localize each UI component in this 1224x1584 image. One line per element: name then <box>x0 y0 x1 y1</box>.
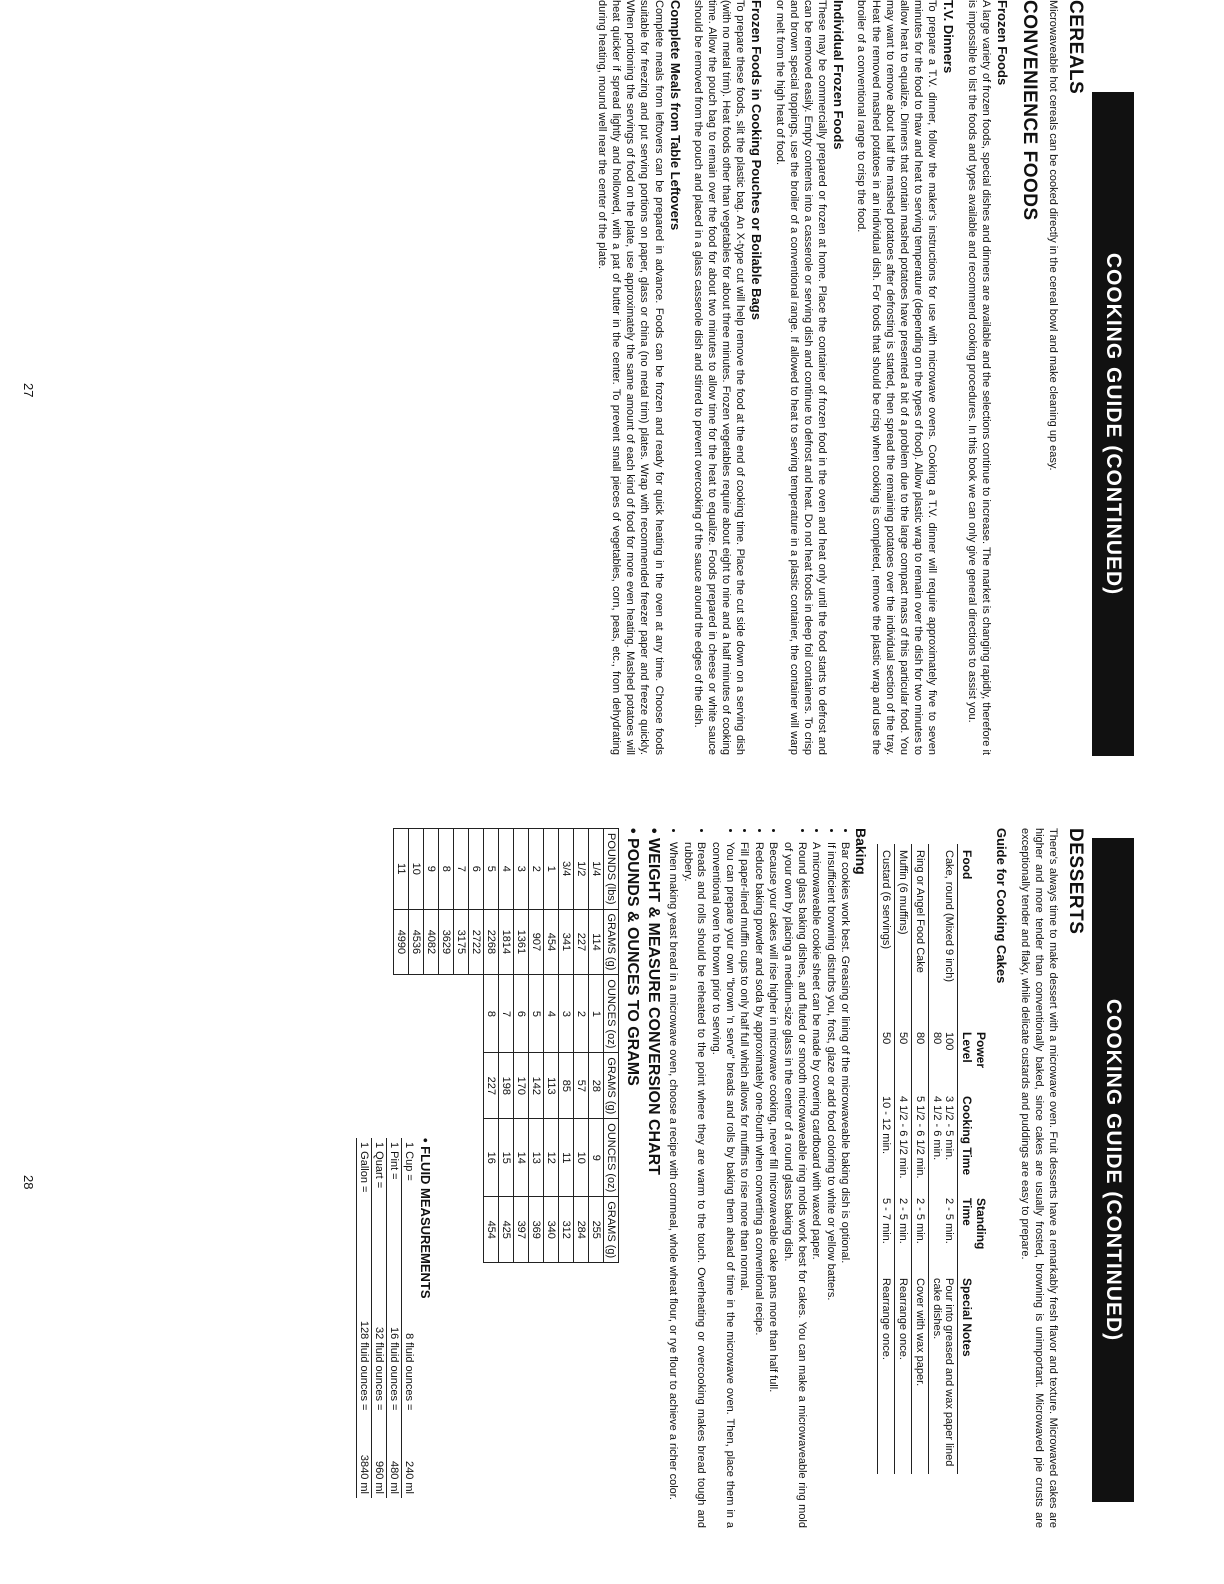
cake-cell-notes: Rearrange once. <box>895 1272 912 1474</box>
weight-chart-subtitle: • POUNDS & OUNCES TO GRAMS <box>623 828 641 1086</box>
fluid-title-text: FLUID MEASUREMENTS <box>417 1146 433 1299</box>
fluid-cell: 3840 ml <box>356 1414 371 1498</box>
weight-col-header: GRAMS (g) <box>603 1053 618 1119</box>
fluid-title: • FLUID MEASUREMENTS <box>417 1138 433 1299</box>
weight-cell <box>468 1119 483 1197</box>
weight-cell: 28 <box>588 1053 603 1119</box>
baking-tip: • Bar cookies work best. Greasing or lining of the microwaveable baking dish is optional. <box>838 842 852 1528</box>
cake-cell-power: 50 <box>878 1026 895 1090</box>
weight-cell: 5 <box>483 829 498 910</box>
weight-cell: 15 <box>498 1119 513 1197</box>
fluid-cell: 8 fluid ounces = <box>401 1242 416 1415</box>
cake-cell-food: Muffin (6 muffins) <box>895 844 912 1026</box>
cake-cell-power: 100 80 <box>929 1026 958 1090</box>
weight-cell: 6 <box>468 829 483 910</box>
baking-tip: • A microwaveable cookie sheet can be made by covering cardboard with waxed paper. <box>809 842 823 1528</box>
cakes-table-header <box>958 844 991 1474</box>
weight-cell <box>438 975 453 1053</box>
col-power: Power Level <box>960 1032 989 1069</box>
tv-dinners-heading: T.V. Dinners <box>941 0 957 74</box>
tv-dinners-text: To prepare a T.V. dinner, follow the maker's instructions for use with microwave ovens. Cooking a T.V. dinner will require approximately five to seven minutes for the food to thaw and heat to serving temperature (depending on the types of food). Allow plastic wrap to remain over the dish for two minutes to allow heat to equalize. Dinners that contain mashed potatoes have presented a bit of a problem due to the large compact mass of this particular food. You may want to remove about half the mashed potatoes after defrosting is started, then spread the remaining potatoes over the individual section of the tray. Heat the removed mashed potatoes in an individual dish. For foods that should be crisp when cooking is completed, remove the plastic wrap and use the broiler of a conventional range to crisp the food. <box>855 0 939 755</box>
cake-cell-cook: 3 1/2 - 5 min. 4 1/2 - 6 min. <box>929 1090 958 1192</box>
weight-row <box>513 829 528 1263</box>
cake-cell-stand: 5 - 7 min. <box>878 1192 895 1272</box>
fluid-cell: 960 ml <box>371 1414 386 1498</box>
weight-cell: 1 <box>543 829 558 910</box>
weight-cell: 10 <box>573 1119 588 1197</box>
cake-cell-stand: 2 - 5 min. <box>929 1192 958 1272</box>
col-food: Food <box>960 850 975 880</box>
fluid-cell: 1 Cup = <box>401 1138 416 1242</box>
weight-cell: 4536 <box>408 909 423 975</box>
cake-cell-notes: Cover with wax paper. <box>912 1272 929 1474</box>
page-27-content <box>591 0 1086 755</box>
weight-cell: 1814 <box>498 909 513 975</box>
weight-cell: 16 <box>483 1119 498 1197</box>
table-leftovers-text: Complete meals from leftovers can be prepared in advance. Foods can be frozen and ready for quick heating in the oven at any time. Choose foods suitable for freezing and put serving portions on paper, glass or china (no metal trim) plates. Wrap with recommended freezer paper and freeze quickly. When portioning the servings of food on the plate, use approximately the same amount of each kind of food for more even heating. Mashed potatoes will heat quicker if spread lightly and hollowed, with a pat of butter in the center. To prevent small pieces of vegetables, corn, peas, etc., from dehydrating during heating, mound well near the center of the plate. <box>595 0 665 755</box>
baking-tips-list <box>666 828 852 1528</box>
fluid-row <box>401 1138 416 1498</box>
cake-cell-power: 80 <box>912 1026 929 1090</box>
cake-row <box>912 844 929 1474</box>
weight-cell: 2722 <box>468 909 483 975</box>
weight-cell <box>468 1197 483 1263</box>
weight-row <box>573 829 588 1263</box>
weight-cell: 454 <box>483 1197 498 1263</box>
weight-cell <box>438 1119 453 1197</box>
fluid-cell: 480 ml <box>386 1414 401 1498</box>
weight-cell <box>408 1053 423 1119</box>
frozen-foods-text: A large variety of frozen foods, special dishes and dinners are available and the selections continue to increase. The market is changing rapidly, therefore it is impossible to list the foods and types available and recommend cooking procedures. In this book we can only give general directions to assist you. <box>965 0 992 755</box>
weight-col-header: GRAMS (g) <box>603 909 618 975</box>
weight-cell: 12 <box>543 1119 558 1197</box>
weight-cell: 4 <box>498 829 513 910</box>
cake-cell-food: Cake, round (Mixed 9 inch) <box>929 844 958 1026</box>
fluid-measurements <box>356 1138 433 1498</box>
weight-cell: 9 <box>423 829 438 910</box>
weight-row <box>588 829 603 1263</box>
page-28-banner: COOKING GUIDE (CONTINUED) <box>1092 838 1134 1502</box>
weight-cell: 1361 <box>513 909 528 975</box>
col-cooking-time: Cooking Time <box>960 1096 975 1176</box>
conversion-area <box>359 828 619 1528</box>
fluid-cell: 128 fluid ounces = <box>356 1242 371 1415</box>
weight-cell: 340 <box>543 1197 558 1263</box>
weight-cell: 14 <box>513 1119 528 1197</box>
weight-cell: 255 <box>588 1197 603 1263</box>
fluid-cell: 16 fluid ounces = <box>386 1242 401 1415</box>
weight-cell: 2 <box>528 829 543 910</box>
cakes-guide-title: Guide for Cooking Cakes <box>994 828 1010 984</box>
weight-cell: 227 <box>573 909 588 975</box>
weight-row <box>468 829 483 1263</box>
weight-cell: 7 <box>453 829 468 910</box>
cake-cell-stand: 2 - 5 min. <box>912 1192 929 1272</box>
weight-cell: 170 <box>513 1053 528 1119</box>
weight-cell: 13 <box>528 1119 543 1197</box>
weight-row <box>528 829 543 1263</box>
weight-table-header <box>603 829 618 1263</box>
fluid-table <box>356 1138 416 1498</box>
frozen-foods-heading: Frozen Foods <box>994 0 1010 86</box>
weight-row <box>453 829 468 1263</box>
page-number-27: 27 <box>21 383 36 398</box>
weight-row <box>483 829 498 1263</box>
weight-cell <box>453 975 468 1053</box>
baking-tip: • If insufficient browning disturbs you, frost, glaze or add food coloring to white or yellow batters. <box>823 842 837 1528</box>
fluid-cell: 1 Gallon = <box>356 1138 371 1242</box>
col-special-notes: Special Notes <box>960 1278 975 1357</box>
weight-row <box>558 829 573 1263</box>
weight-cell: 341 <box>558 909 573 975</box>
weight-cell: 114 <box>588 909 603 975</box>
weight-cell: 4082 <box>423 909 438 975</box>
cooking-pouches-heading: Frozen Foods in Cooking Pouches or Boilable Bags <box>749 0 765 320</box>
weight-cell <box>453 1197 468 1263</box>
weight-col-header: GRAMS (g) <box>603 1197 618 1263</box>
weight-cell: 3175 <box>453 909 468 975</box>
weight-cell <box>453 1053 468 1119</box>
baking-tip: • Round glass baking dishes, and fluted or smooth microwaveable ring molds work best for cakes. You can make a microwaveable ring mold of your own by placing a medium-size glass in the center of a round glass baking dish. <box>780 842 807 1528</box>
fluid-cell: 1 Pint = <box>386 1138 401 1242</box>
weight-cell: 454 <box>543 909 558 975</box>
weight-cell: 907 <box>528 909 543 975</box>
cake-cell-notes: Pour into greased and wax paper lined cake dishes. <box>929 1272 958 1474</box>
weight-cell: 198 <box>498 1053 513 1119</box>
weight-cell: 3 <box>513 829 528 910</box>
weight-cell: 3/4 <box>558 829 573 910</box>
fluid-cell: 1 Quart = <box>371 1138 386 1242</box>
weight-col-header: OUNCES (oz) <box>603 1119 618 1197</box>
baking-tip: • Breads and rolls should be reheated to the point where they are warm to the touch. Overheating or overcooking makes bread tough and rubbery. <box>680 842 707 1528</box>
cake-cell-food: Custard (6 servings) <box>878 844 895 1026</box>
weight-col-header: OUNCES (oz) <box>603 975 618 1053</box>
cake-row <box>929 844 958 1474</box>
weight-cell: 85 <box>558 1053 573 1119</box>
weight-cell: 6 <box>513 975 528 1053</box>
weight-cell <box>453 1119 468 1197</box>
weight-cell <box>393 1053 408 1119</box>
baking-tip: • When making yeast bread in a microwave oven, choose a recipe with cornmeal, whole wheat flour, or rye flour to achieve a richer color. <box>666 842 680 1528</box>
table-leftovers-heading: Complete Meals from Table Leftovers <box>667 0 683 231</box>
cakes-table <box>877 844 990 1474</box>
weight-cell: 4 <box>543 975 558 1053</box>
desserts-title: DESSERTS <box>1065 828 1086 935</box>
weight-cell: 227 <box>483 1053 498 1119</box>
weight-cell <box>423 1053 438 1119</box>
weight-cell: 113 <box>543 1053 558 1119</box>
cakes-table-body <box>878 844 958 1474</box>
weight-cell <box>468 1053 483 1119</box>
weight-cell: 7 <box>498 975 513 1053</box>
weight-cell: 9 <box>588 1119 603 1197</box>
weight-cell: 3629 <box>438 909 453 975</box>
weight-cell <box>393 975 408 1053</box>
weight-cell: 11 <box>393 829 408 910</box>
cake-row <box>895 844 912 1474</box>
fluid-cell: 32 fluid ounces = <box>371 1242 386 1415</box>
weight-cell: 8 <box>483 975 498 1053</box>
individual-frozen-foods-heading: Individual Frozen Foods <box>831 0 847 150</box>
weight-cell <box>408 975 423 1053</box>
weight-cell: 425 <box>498 1197 513 1263</box>
cake-row <box>878 844 895 1474</box>
fluid-cell: 240 ml <box>401 1414 416 1498</box>
weight-cell: 312 <box>558 1197 573 1263</box>
page-28-content <box>359 828 1086 1528</box>
weight-cell: 1/2 <box>573 829 588 910</box>
desserts-text: There's always time to make dessert with a microwave oven. Fruit desserts have a remarkably fresh flavor and texture. Microwaved cakes are higher and more tender than conventionally baked, since cakes are usually frosted, browning is unimportant. Microwaved pie crusts are exceptionally tender and flaky, while delicate custards and puddings are easy to prepare. <box>1018 828 1059 1528</box>
cake-cell-cook: 4 1/2 - 6 1/2 min. <box>895 1090 912 1192</box>
weight-cell <box>438 1053 453 1119</box>
col-standing-time: Standing Time <box>960 1198 989 1250</box>
weight-col-header: POUNDS (lbs) <box>603 829 618 910</box>
cooking-pouches-text: To prepare these foods, slit the plastic bag. An X-type cut will help remove the food at the end of cooking time. Place the cut side down on a serving dish (with no metal trim). Heat foods other than vegetables for about three minutes. Frozen vegetables require about eight to nine and a half minutes of cooking time. Allow the pouch bag to remain over the food for about two minutes to allow time for the heat to equalize. Foods prepared in cheese or white sauce should be removed from the pouch and placed in a glass casserole dish and stirred to prevent overcooking of the sauce around the edges of the dish. <box>691 0 747 755</box>
weight-cell: 4990 <box>393 909 408 975</box>
weight-cell: 284 <box>573 1197 588 1263</box>
baking-tip: • Reduce baking powder and soda by approximately one-fourth when converting a conventional recipe. <box>751 842 765 1528</box>
weight-cell <box>438 1197 453 1263</box>
cereals-text: Microwaveable hot cereals can be cooked directly in the cereal bowl and make cleaning up easy. <box>1047 0 1059 471</box>
weight-row <box>438 829 453 1263</box>
weight-cell: 11 <box>558 1119 573 1197</box>
weight-cell: 2268 <box>483 909 498 975</box>
baking-tip: • You can prepare your own "brown 'n serve" breads and rolls by baking them ahead of time in the microwave oven. Then, place them in a conventional oven to brown prior to serving. <box>708 842 735 1528</box>
cereals-title: CEREALS <box>1065 0 1086 95</box>
cake-cell-food: Ring or Angel Food Cake <box>912 844 929 1026</box>
convenience-foods-title: CONVENIENCE FOODS <box>1018 0 1040 221</box>
page-number-28: 28 <box>21 1175 36 1190</box>
weight-cell <box>423 975 438 1053</box>
weight-cell: 1/4 <box>588 829 603 910</box>
weight-cell: 3 <box>558 975 573 1053</box>
weight-cell: 57 <box>573 1053 588 1119</box>
weight-chart-title: • WEIGHT & MEASURE CONVERSION CHART <box>644 828 662 1175</box>
baking-tip: • Fill paper-lined muffin cups to only half full which allows for muffins to rise more than normal. <box>737 842 751 1528</box>
weight-cell <box>468 975 483 1053</box>
cake-cell-stand: 2 - 5 min. <box>895 1192 912 1272</box>
weight-cell: 2 <box>573 975 588 1053</box>
weight-cell: 10 <box>408 829 423 910</box>
cake-cell-cook: 10 - 12 min. <box>878 1090 895 1192</box>
weight-row <box>498 829 513 1263</box>
cake-cell-cook: 5 1/2 - 6 1/2 min. <box>912 1090 929 1192</box>
weight-chart-subtitle-text: POUNDS & OUNCES TO GRAMS <box>623 838 641 1086</box>
fluid-row <box>386 1138 401 1498</box>
cake-cell-power: 50 <box>895 1026 912 1090</box>
fluid-row <box>356 1138 371 1498</box>
page-27-banner: COOKING GUIDE (CONTINUED) <box>1092 92 1134 756</box>
page-28 <box>0 792 1224 1584</box>
weight-cell: 397 <box>513 1197 528 1263</box>
weight-cell: 142 <box>528 1053 543 1119</box>
cake-cell-notes: Rearrange once. <box>878 1272 895 1474</box>
weight-cell: 369 <box>528 1197 543 1263</box>
fluid-row <box>371 1138 386 1498</box>
weight-row <box>543 829 558 1263</box>
weight-cell: 8 <box>438 829 453 910</box>
weight-cell: 5 <box>528 975 543 1053</box>
baking-tip: • Because your cakes will rise higher in microwave cooking, never fill microwaveable cake pans more than half full. <box>766 842 780 1528</box>
weight-cell: 1 <box>588 975 603 1053</box>
baking-title: Baking <box>853 828 870 875</box>
weight-chart-title-text: WEIGHT & MEASURE CONVERSION CHART <box>644 838 662 1175</box>
individual-frozen-foods-text: These may be commercially prepared or frozen at home. Place the container of frozen food in the oven and heat only until the food starts to defrost and can be removed easily. Empty contents into a casserole or serving dish and continue to defrost and heat. Do not heat foods in deep foil containers. To crisp and brown special toppings, use the broiler of a conventional range. If allowed to heat to serving temperature in a plastic container, the container will warp or melt from the high heat of food. <box>773 0 829 755</box>
